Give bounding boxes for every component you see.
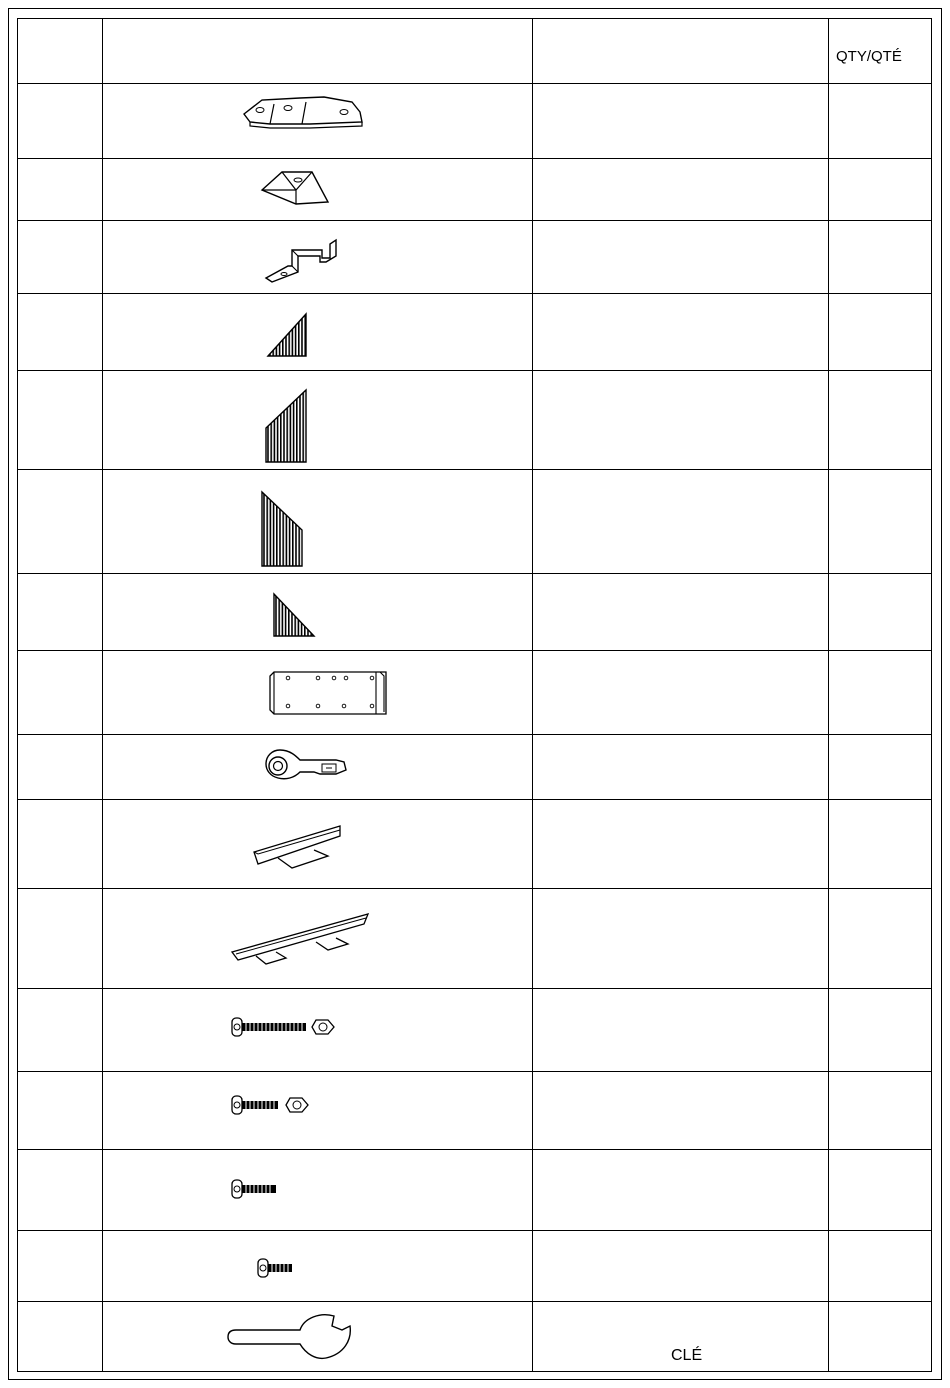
qty-column-header: QTY/QTÉ <box>836 48 902 65</box>
row-divider <box>17 370 932 371</box>
row-divider <box>17 573 932 574</box>
mounting-bracket-flat-image <box>240 94 370 132</box>
z-bracket-image <box>264 236 342 284</box>
support-strip-long-image <box>230 912 372 968</box>
row-divider <box>17 158 932 159</box>
column-divider <box>532 18 533 1372</box>
row-divider <box>17 988 932 989</box>
wedge-block-image <box>260 168 332 208</box>
row-divider <box>17 1301 932 1302</box>
medium-bolt-and-nut-image <box>230 1092 310 1118</box>
shim-large-wedge-image <box>260 490 306 568</box>
wrench-description: CLÉ <box>671 1347 703 1364</box>
row-divider <box>17 1071 932 1072</box>
column-divider <box>102 18 103 1372</box>
wrench-image <box>226 1310 354 1364</box>
shim-right-triangle-image <box>272 592 316 638</box>
row-divider <box>17 220 932 221</box>
row-divider <box>17 1230 932 1231</box>
row-divider <box>17 799 932 800</box>
column-divider <box>828 18 829 1372</box>
row-divider <box>17 83 932 84</box>
long-bolt-and-nut-image <box>230 1014 338 1040</box>
row-divider <box>17 650 932 651</box>
small-screw-image <box>256 1256 296 1280</box>
row-divider <box>17 293 932 294</box>
shim-small-triangle-image <box>266 312 310 358</box>
row-divider <box>17 888 932 889</box>
row-divider <box>17 734 932 735</box>
row-divider <box>17 469 932 470</box>
row-divider <box>17 1149 932 1150</box>
short-bolt-image <box>230 1176 280 1202</box>
parts-table <box>17 18 932 1372</box>
support-strip-short-image <box>252 824 344 870</box>
channel-rail-image <box>268 668 392 718</box>
bushing-link-image <box>264 746 350 782</box>
shim-tall-wedge-image <box>264 388 310 464</box>
